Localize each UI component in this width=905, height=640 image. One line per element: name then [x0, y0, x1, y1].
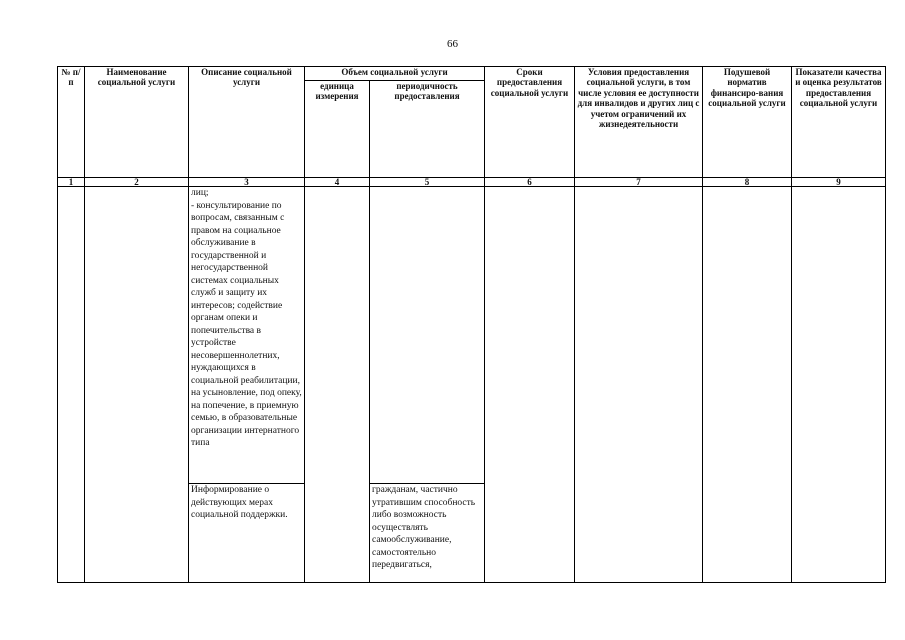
description-text-1: лиц; - консультирование по вопросам, связанным с правом на социальное обслуживание в государственной и негосударственной системах социальных служб и защиту их интересов; содействие органам опеки и попечительства в устройстве несовершеннолетних, нуждающихся в социальной реабилитации, на усыновление, под опеку, на попечение, в приемную семью, в образовательные организации интернатного типа: [191, 188, 302, 448]
header-no: № п/п: [58, 67, 85, 178]
social-services-table: [57, 66, 886, 583]
column-number-6: 6: [485, 178, 575, 187]
header-service-name: Наименование социальной услуги: [85, 67, 189, 178]
column-number-7: 7: [575, 178, 703, 187]
header-terms: Сроки предоставления социальной услуги: [485, 67, 575, 178]
cell-norm: [703, 187, 792, 583]
header-volume: Объем социальной услуги: [305, 67, 485, 81]
header-frequency: периодичность предоставления: [370, 81, 485, 178]
header-conditions: Условия предоставления социальной услуги, в том числе условия ее доступности для инвалидов и других лиц с учетом ограничений их жизнедеятельности: [575, 67, 703, 178]
column-number-4: 4: [305, 178, 370, 187]
cell-terms: [485, 187, 575, 583]
column-number-9: 9: [792, 178, 886, 187]
header-quality: Показатели качества и оценка результатов предоставления социальной услуги: [792, 67, 886, 178]
header-norm: Подушевой норматив финансиро-вания социальной услуги: [703, 67, 792, 178]
column-number-2: 2: [85, 178, 189, 187]
cell-frequency-1: [370, 187, 485, 484]
cell-conditions: [575, 187, 703, 583]
page-number: 66: [447, 38, 458, 50]
cell-service-name: [85, 187, 189, 583]
cell-description-1: [189, 187, 305, 484]
cell-quality: [792, 187, 886, 583]
column-number-3: 3: [189, 178, 305, 187]
column-number-8: 8: [703, 178, 792, 187]
cell-frequency-2: гражданам, частично утратившим способность либо возможность осуществлять самообслуживание, самостоятельно передвигаться,: [370, 484, 485, 583]
cell-unit: [305, 187, 370, 583]
column-number-1: 1: [58, 178, 85, 187]
cell-description-2: Информирование о действующих мерах социальной поддержки.: [189, 484, 305, 583]
column-number-5: 5: [370, 178, 485, 187]
header-description: Описание социальной услуги: [189, 67, 305, 178]
header-unit: единица измерения: [305, 81, 370, 178]
cell-no: [58, 187, 85, 583]
